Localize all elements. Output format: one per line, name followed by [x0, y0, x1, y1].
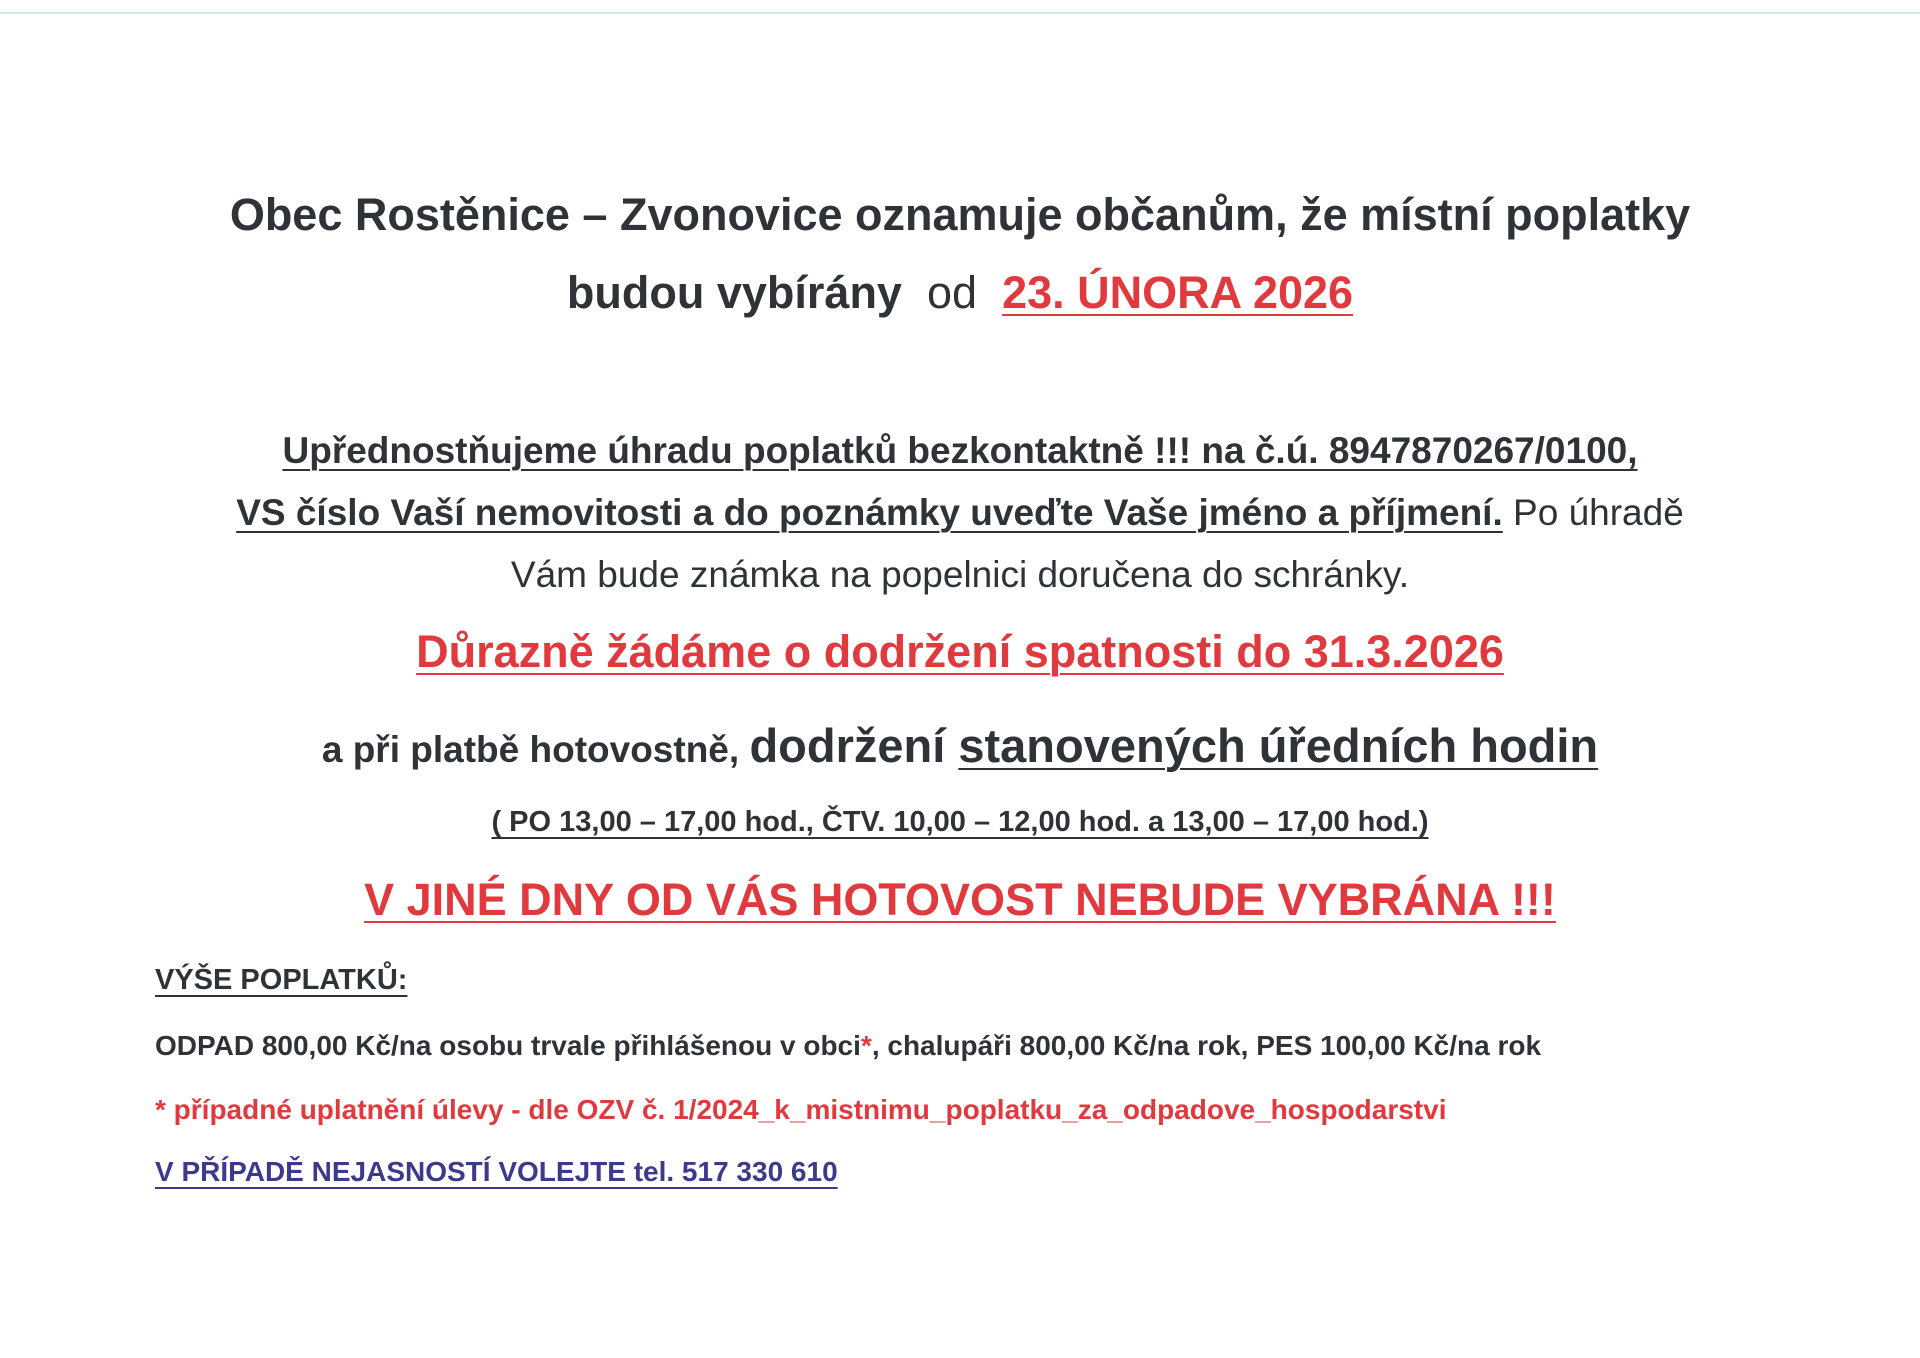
start-date: 23. ÚNORA 2026 — [1002, 267, 1354, 318]
relief-note: * případné uplatnění úlevy - dle OZV č. 1/2024_k_mistnimu_poplatku_za_odpadove_hospodarstvi — [155, 1094, 1447, 1125]
office-hours-phrase: stanovených úředních hodin — [958, 719, 1599, 772]
payment-instructions — [0, 420, 1920, 606]
cash-warning: V JINÉ DNY OD VÁS HOTOVOST NEBUDE VYBRÁNA !!! — [364, 874, 1556, 925]
after-payment-text: Po úhradě — [1502, 492, 1684, 533]
notice-title — [0, 176, 1920, 332]
fee-footnote-marker: * — [860, 1030, 872, 1061]
bank-account-line: Upřednostňujeme úhradu poplatků bezkontaktně !!! na č.ú. 8947870267/0100, — [282, 430, 1638, 471]
title-line-1: Obec Rostěnice – Zvonovice oznamuje občanům, že místní poplatky — [229, 189, 1691, 240]
payment-deadline: Důrazně žádáme o dodržení spatnosti do 31.3.2026 — [416, 626, 1504, 677]
cash-payment-line — [0, 718, 1920, 773]
variable-symbol-line: VS číslo Vaší nemovitosti a do poznámky uveďte Vaše jméno a příjmení. — [236, 492, 1503, 533]
title-line-2 — [0, 254, 1920, 332]
fees-heading: VÝŠE POPLATKŮ: — [155, 964, 408, 996]
contact-phone: V PŘÍPADĚ NEJASNOSTÍ VOLEJTE tel. 517 330 610 — [155, 1156, 838, 1187]
cash-keep-text: dodržení — [749, 719, 959, 772]
title-from-text: od — [926, 267, 978, 318]
sticker-delivery-line: Vám bude známka na popelnici doručena do schránky. — [510, 554, 1410, 595]
fees-line — [155, 1030, 1541, 1062]
cash-intro-text: a při platbě hotovostně, — [321, 729, 750, 770]
title-collection-text: budou vybírány — [566, 267, 902, 318]
office-hours: ( PO 13,00 – 17,00 hod., ČTV. 10,00 – 12,00 hod. a 13,00 – 17,00 hod.) — [491, 806, 1429, 838]
other-fees-text: , chalupáři 800,00 Kč/na rok, PES 100,00 Kč/na rok — [871, 1030, 1542, 1061]
waste-fee-text: ODPAD 800,00 Kč/na osobu trvale přihlášenou v obci — [155, 1030, 861, 1061]
